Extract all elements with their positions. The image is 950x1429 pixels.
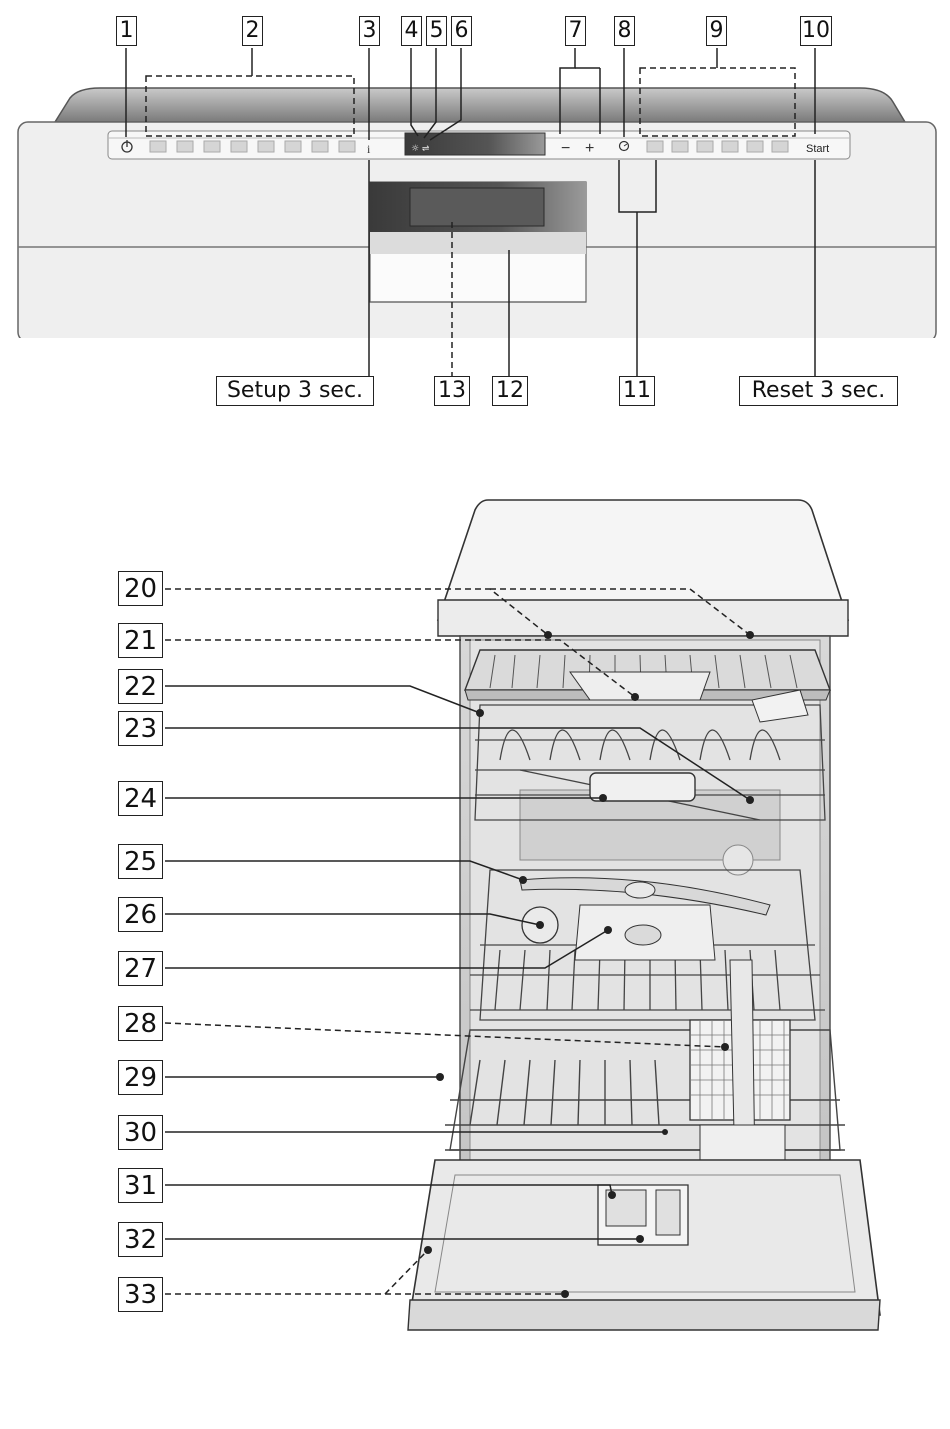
callout-31: 31	[118, 1168, 163, 1203]
callout-24: 24	[118, 781, 163, 816]
callout-9: 9	[706, 16, 727, 46]
plus-button[interactable]: +	[585, 140, 595, 157]
callout-11: 11	[619, 376, 655, 406]
callout-13: 13	[434, 376, 470, 406]
callout-7: 7	[565, 16, 586, 46]
setup-label: Setup 3 sec.	[216, 376, 374, 406]
callout-21: 21	[118, 623, 163, 658]
callout-6: 6	[451, 16, 472, 46]
dishwasher-interior	[165, 500, 880, 1330]
callout-8: 8	[614, 16, 635, 46]
callout-20: 20	[118, 571, 163, 606]
callout-33: 33	[118, 1277, 163, 1312]
callout-26: 26	[118, 897, 163, 932]
callout-22: 22	[118, 669, 163, 704]
start-button[interactable]: Start	[806, 143, 830, 155]
callout-12: 12	[492, 376, 528, 406]
callout-10: 10	[800, 16, 832, 46]
callout-30: 30	[118, 1115, 163, 1150]
callout-25: 25	[118, 844, 163, 879]
callout-27: 27	[118, 951, 163, 986]
callout-32: 32	[118, 1222, 163, 1257]
callout-3: 3	[359, 16, 380, 46]
callout-23: 23	[118, 711, 163, 746]
callout-5: 5	[426, 16, 447, 46]
callout-2: 2	[242, 16, 263, 46]
info-icon[interactable]: i	[367, 142, 371, 156]
reset-label: Reset 3 sec.	[739, 376, 898, 406]
door-top-handle	[55, 88, 905, 122]
minus-button[interactable]: −	[561, 140, 571, 157]
control-panel	[18, 48, 936, 376]
callout-1: 1	[116, 16, 137, 46]
callout-29: 29	[118, 1060, 163, 1095]
callout-28: 28	[118, 1006, 163, 1041]
svg-text:☼ ⇌: ☼ ⇌	[411, 144, 430, 154]
time-display	[410, 188, 544, 226]
callout-4: 4	[401, 16, 422, 46]
cutlery-drawer	[465, 650, 830, 700]
